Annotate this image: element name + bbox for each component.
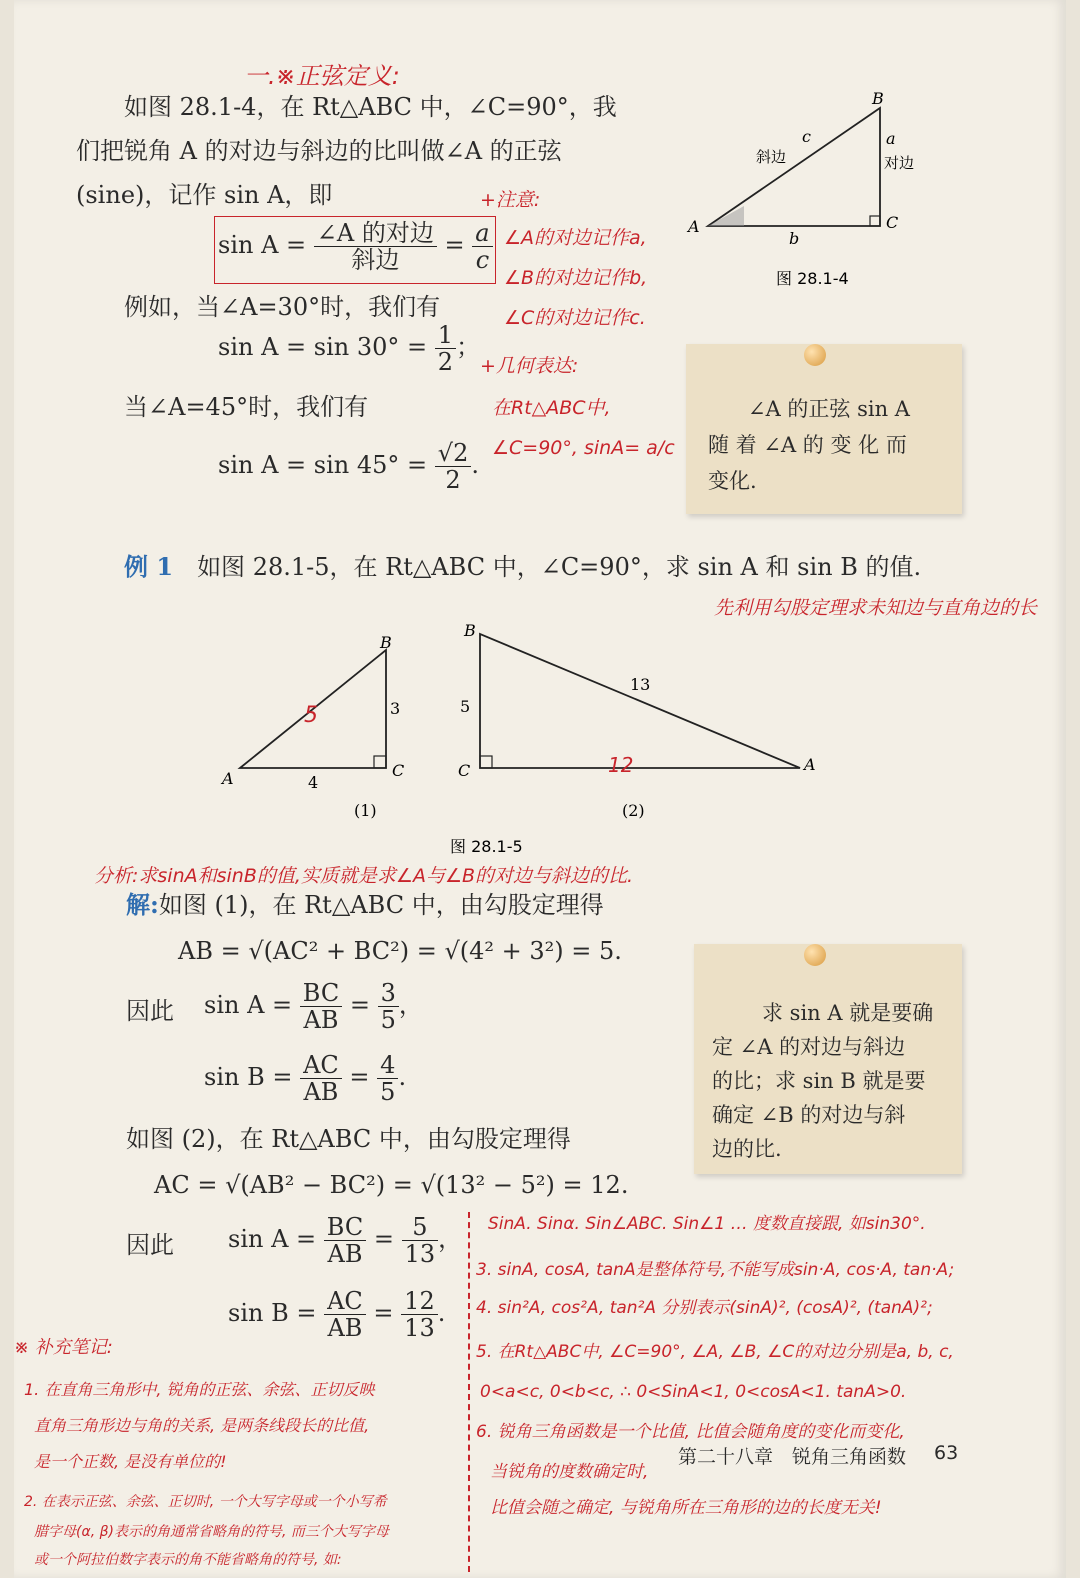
annot-line-3: ∠C的对边记作c. bbox=[504, 307, 646, 329]
annot-note-title: +注意: bbox=[480, 189, 541, 211]
sin-b-1: sin B = $\frac{AC}{AB}$ = $\frac{4}{5}$ . bbox=[204, 1051, 407, 1106]
figure-caption-2: 图 28.1-5 bbox=[450, 837, 523, 856]
therefore-1: 因此 bbox=[126, 997, 174, 1025]
sin-a-2: sin A = $\frac{BC}{AB}$ = $\frac{5}{13}$ ， bbox=[228, 1213, 463, 1268]
t2-label-c: C bbox=[458, 761, 471, 780]
right-angle-mark-2 bbox=[480, 756, 492, 768]
example-45-lead: 当∠A=45°时，我们有 bbox=[124, 393, 369, 421]
intro-line-2: 们把锐角 A 的对边与斜边的比叫做∠A 的正弦 bbox=[76, 137, 562, 165]
annot-line-5: 在Rt△ABC中, bbox=[492, 397, 611, 419]
example-45-formula: sin A = sin 45° = $\frac{√2}{2}$ . bbox=[218, 439, 479, 494]
label-b: B bbox=[872, 89, 884, 108]
label-a: A bbox=[688, 217, 700, 236]
t1-label-a: A bbox=[222, 769, 234, 788]
t2-side-13: 13 bbox=[630, 675, 651, 694]
triangle-abc bbox=[708, 108, 880, 226]
figure-caption: 图 28.1-4 bbox=[776, 269, 849, 288]
solution-line-4: AC = √(AB² − BC²) = √(13² − 5²) = 12. bbox=[154, 1171, 629, 1199]
note-2-line-4: 确定 ∠B 的对边与斜 bbox=[712, 1103, 906, 1127]
sub-caption-2: (2) bbox=[622, 801, 645, 820]
side-b: b bbox=[789, 229, 800, 248]
t1-side-3: 3 bbox=[390, 699, 401, 718]
figure-28-1-4 bbox=[684, 88, 934, 288]
definition-formula: sin A = $\frac{\text{∠A 的对边}}{\text{斜边}}$ = $\frac{a}{c}$ bbox=[218, 220, 493, 273]
annot-line-6: ∠C=90°, sinA= a/c bbox=[492, 437, 675, 459]
sin-a-1: sin A = $\frac{BC}{AB}$ = $\frac{3}{5}$ ， bbox=[204, 979, 423, 1034]
example-30-formula: sin A = sin 30° = $\frac{1}{2}$ ； bbox=[218, 321, 481, 376]
note-2-line-5: 边的比. bbox=[712, 1137, 782, 1161]
notes-right-line-8: 比值会随之确定, 与锐角所在三角形的边的长度无关! bbox=[490, 1498, 882, 1518]
example-1: 例 1 如图 28.1-5，在 Rt△ABC 中，∠C=90°，求 sin A 和 sin B 的值. bbox=[124, 552, 922, 581]
figure-28-1-5 bbox=[210, 620, 830, 860]
solution-line-3: 如图 (2)，在 Rt△ABC 中，由勾股定理得 bbox=[126, 1125, 571, 1153]
analysis-note: 分析:求sinA和sinB的值,实质就是求∠A与∠B的对边与斜边的比. bbox=[94, 865, 634, 887]
notes-left-title: ※ 补充笔记: bbox=[14, 1337, 113, 1358]
solution-line-2: AB = √(AC² + BC²) = √(4² + 3²) = 5. bbox=[178, 937, 622, 965]
t1-side-4: 4 bbox=[308, 773, 319, 792]
chapter-footer: 第二十八章 锐角三角函数 bbox=[678, 1446, 907, 1468]
t1-side-5: 5 bbox=[304, 703, 318, 728]
notes-left-line-1: 1. 在直角三角形中, 锐角的正弦、余弦、正切反映 bbox=[24, 1380, 375, 1399]
notes-right-line-3: 4. sin²A, cos²A, tan²A 分别表示(sinA)², (cosA)², (tanA)²; bbox=[476, 1298, 933, 1318]
triangle-2 bbox=[480, 634, 800, 768]
label-c: C bbox=[886, 213, 899, 232]
notes-right-line-5: 0<a<c, 0<b<c, ∴ 0<SinA<1, 0<cosA<1. tanA>0. bbox=[480, 1382, 907, 1402]
sub-caption-1: (1) bbox=[354, 801, 377, 820]
notes-left-line-2: 直角三角形边与角的关系, 是两条线段长的比值, bbox=[34, 1416, 370, 1435]
notes-left-line-3: 是一个正数, 是没有单位的! bbox=[34, 1452, 227, 1471]
t1-label-c: C bbox=[392, 761, 405, 780]
example-1-annotation: 先利用勾股定理求未知边与直角边的长 bbox=[714, 597, 1038, 619]
note-1-line-2: 随 着 ∠A 的 变 化 而 bbox=[708, 433, 907, 457]
dashed-divider bbox=[468, 1212, 470, 1572]
note-card-1 bbox=[686, 344, 962, 514]
example-30-lead: 例如，当∠A=30°时，我们有 bbox=[124, 293, 441, 321]
textbook-page bbox=[14, 0, 1066, 1578]
note-2-line-2: 定 ∠A 的对边与斜边 bbox=[712, 1035, 906, 1059]
sin-b-2: sin B = $\frac{AC}{AB}$ = $\frac{12}{13}$ . bbox=[228, 1287, 446, 1342]
section-heading: 一.※正弦定义: bbox=[244, 62, 400, 90]
right-angle-mark bbox=[870, 216, 880, 226]
t1-label-b: B bbox=[380, 633, 392, 652]
pin-icon bbox=[804, 344, 826, 366]
t2-side-12: 12 bbox=[608, 753, 634, 777]
notes-right-line-1: SinA. Sinα. Sin∠ABC. Sin∠1 … 度数直接跟, 如sin30°. bbox=[488, 1214, 926, 1234]
pin-icon bbox=[804, 944, 826, 966]
notes-right-line-7: 当锐角的度数确定时, bbox=[490, 1462, 649, 1482]
solution-line-1: 解:如图 (1)，在 Rt△ABC 中，由勾股定理得 bbox=[126, 890, 604, 919]
intro-line-3: (sine)，记作 sin A，即 bbox=[76, 181, 333, 209]
note-2-line-3: 的比；求 sin B 就是要 bbox=[712, 1069, 926, 1093]
side-c: c bbox=[802, 127, 811, 146]
note-1-line-3: 变化. bbox=[708, 469, 757, 493]
note-1-line-1: ∠A 的正弦 sin A bbox=[748, 397, 910, 421]
side-a: a bbox=[886, 129, 896, 148]
therefore-2: 因此 bbox=[126, 1231, 174, 1259]
notes-right-line-2: 3. sinA, cosA, tanA是整体符号,不能写成sin·A, cos·A, tan·A; bbox=[476, 1260, 955, 1280]
label-opposite: 对边 bbox=[884, 154, 915, 172]
notes-right-line-6: 6. 锐角三角函数是一个比值, 比值会随角度的变化而变化, bbox=[476, 1422, 905, 1442]
intro-line-1: 如图 28.1-4，在 Rt△ABC 中，∠C=90°，我 bbox=[124, 93, 617, 121]
t2-label-b: B bbox=[464, 621, 476, 640]
notes-left-line-4: 2. 在表示正弦、余弦、正切时, 一个大写字母或一个小写希 bbox=[24, 1494, 387, 1510]
annot-line-4: +几何表达: bbox=[480, 355, 579, 377]
t2-side-5: 5 bbox=[460, 697, 471, 716]
annot-line-2: ∠B的对边记作b, bbox=[504, 267, 648, 289]
angle-a-shade bbox=[708, 206, 744, 226]
annot-line-1: ∠A的对边记作a, bbox=[504, 227, 647, 249]
notes-right-line-4: 5. 在Rt△ABC中, ∠C=90°, ∠A, ∠B, ∠C的对边分别是a, b, c, bbox=[476, 1342, 954, 1362]
note-2-line-1: 求 sin A 就是要确 bbox=[762, 1001, 934, 1025]
label-hypotenuse: 斜边 bbox=[756, 148, 787, 166]
right-angle-mark-1 bbox=[374, 756, 386, 768]
notes-left-line-6: 或一个阿拉伯数字表示的角不能省略角的符号, 如: bbox=[34, 1552, 342, 1568]
t2-label-a: A bbox=[804, 755, 816, 774]
note-card-2 bbox=[694, 944, 962, 1174]
notes-left-line-5: 腊字母(α, β)表示的角通常省略角的符号, 而三个大写字母 bbox=[34, 1524, 389, 1540]
page-number: 63 bbox=[934, 1442, 959, 1464]
